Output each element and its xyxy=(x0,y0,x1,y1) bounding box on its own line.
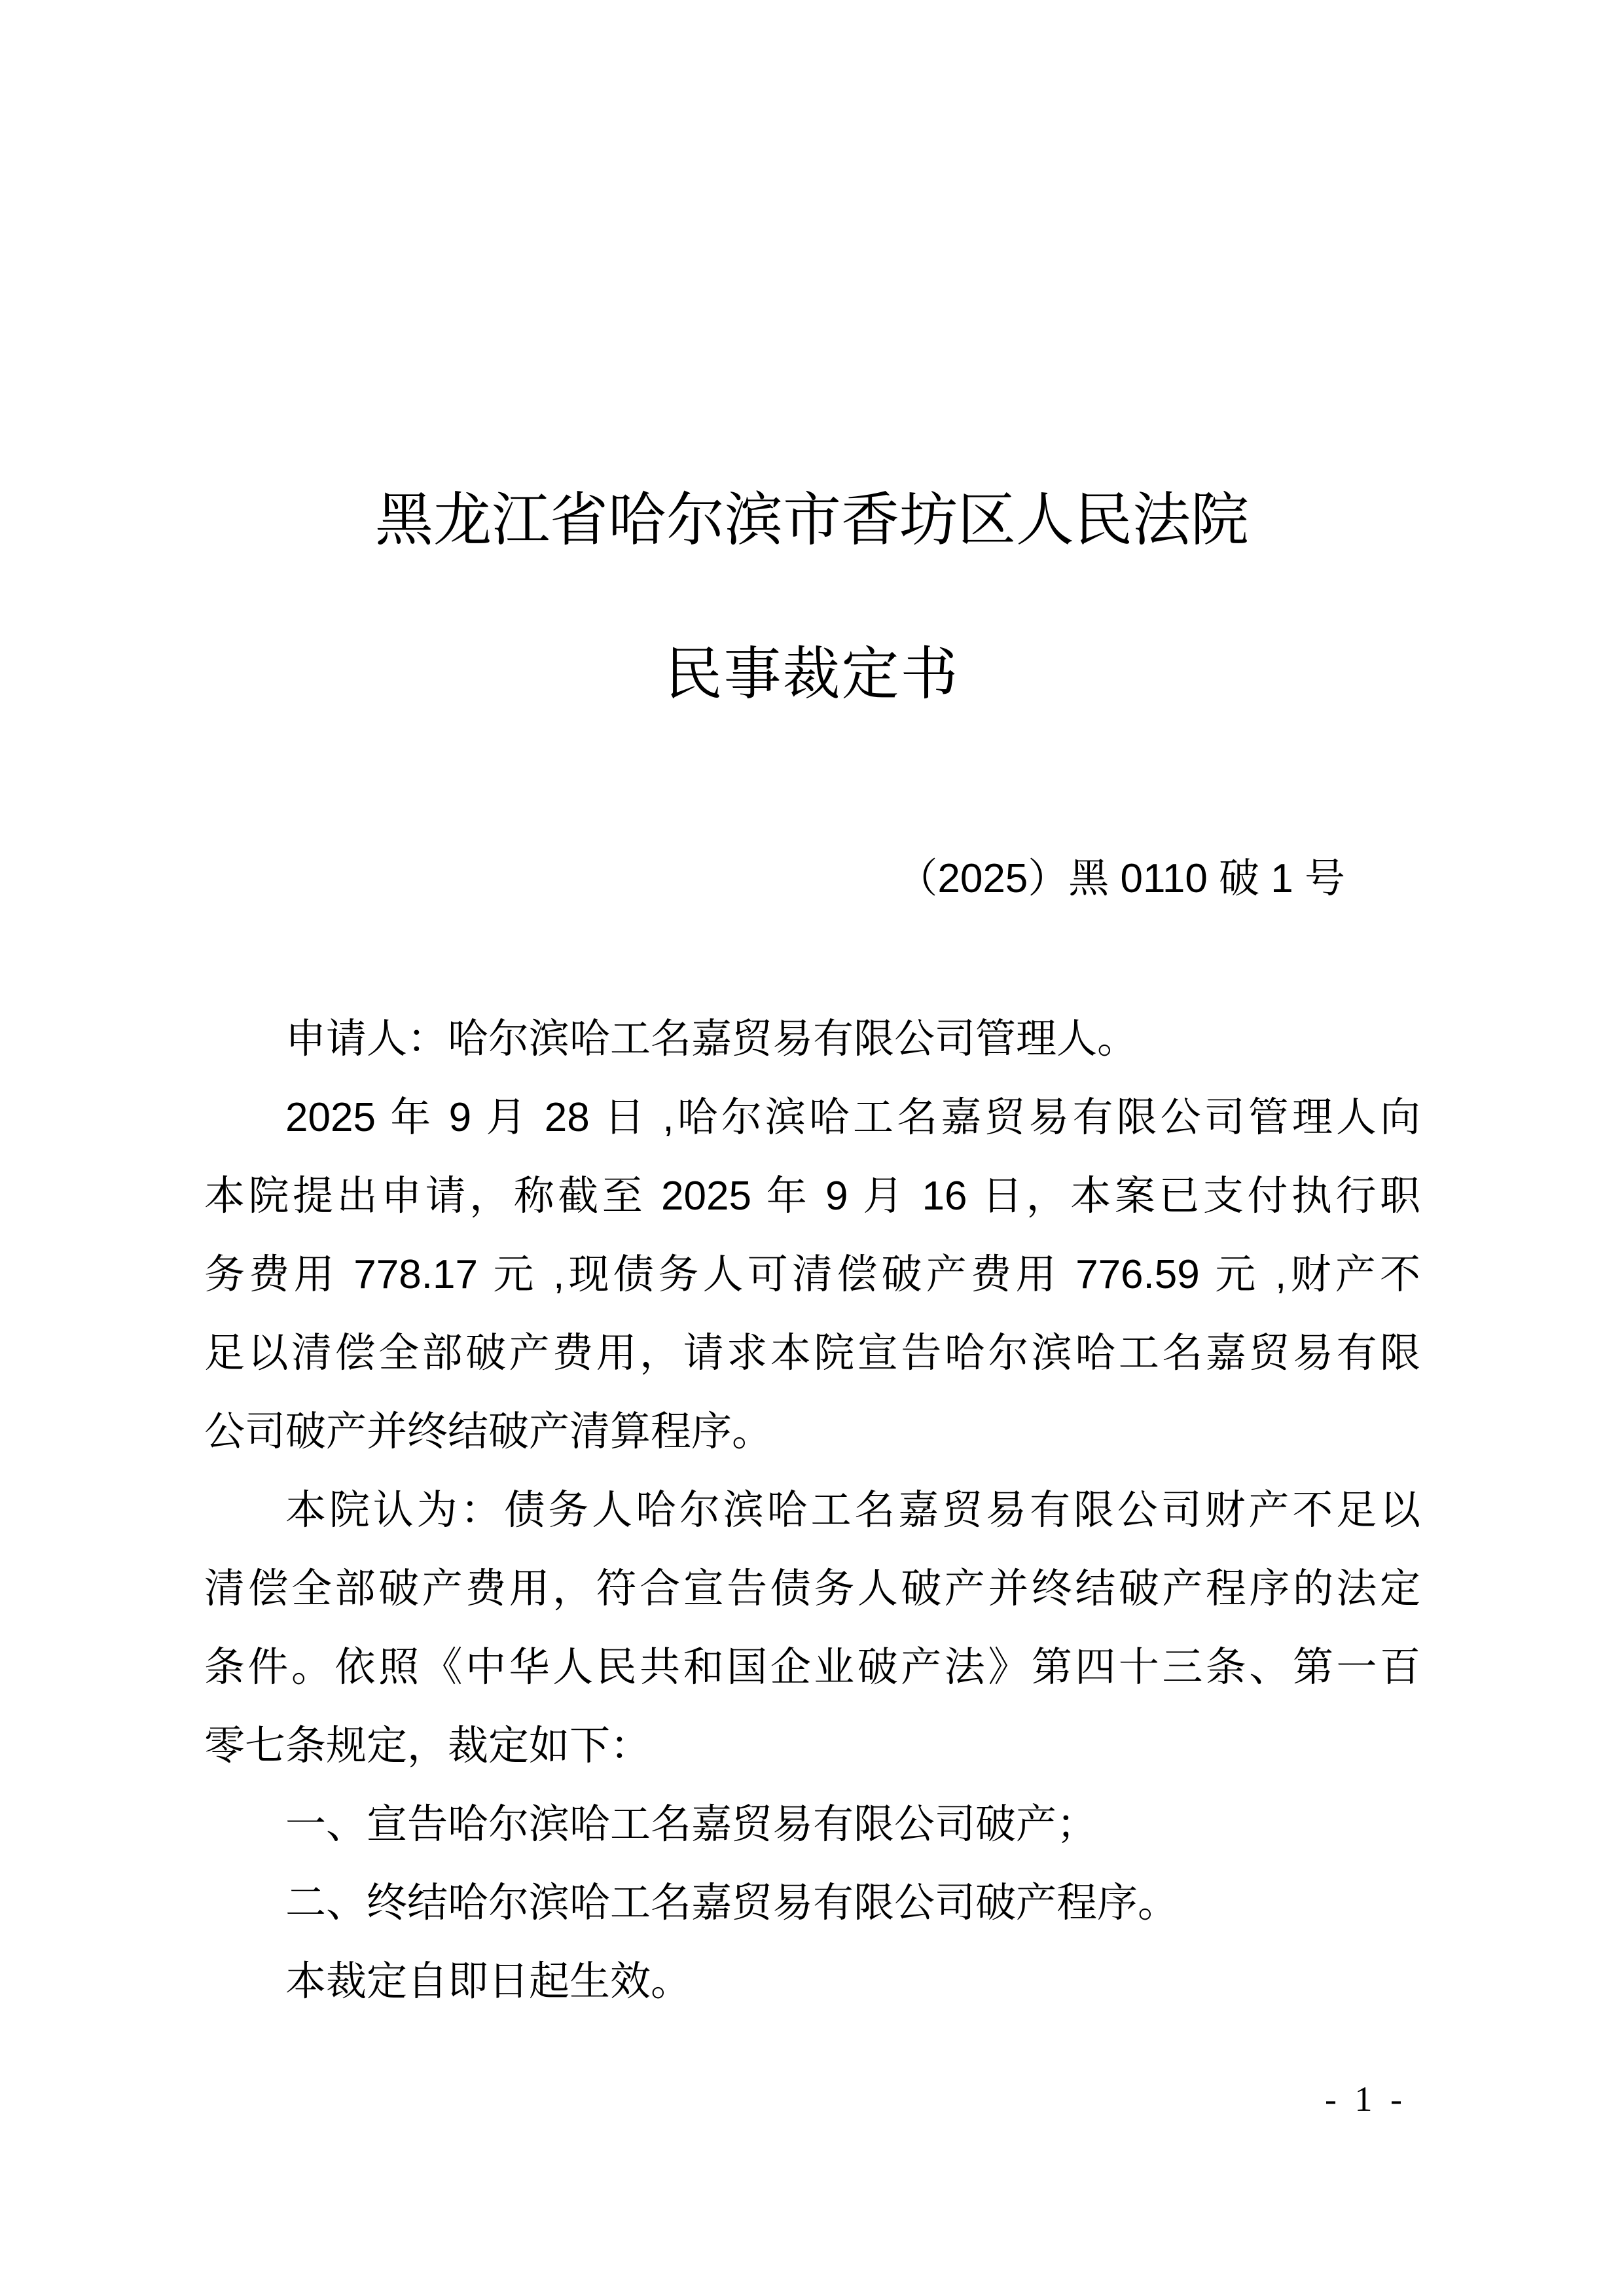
body-line: 条件。依照《中华人民共和国企业破产法》第四十三条、第一百 xyxy=(204,1645,1420,1690)
body-line: 足以清偿全部破产费用，请求本院宣告哈尔滨哈工名嘉贸易有限 xyxy=(204,1331,1420,1376)
court-name-title: 黑龙江省哈尔滨市香坊区人民法院 xyxy=(375,489,1249,553)
body-line: 零七条规定，裁定如下： xyxy=(204,1723,651,1768)
body-lines xyxy=(204,1000,1420,2021)
body-line: 本院提出申请，称截至 2025 年 9 月 16 日，本案已支付执行职 xyxy=(204,1174,1420,1219)
body-line: 本院认为：债务人哈尔滨哈工名嘉贸易有限公司财产不足以 xyxy=(285,1488,1420,1533)
body-line: 一、宣告哈尔滨哈工名嘉贸易有限公司破产； xyxy=(285,1802,1098,1847)
document-type-title: 民事裁定书 xyxy=(664,643,960,707)
body-line: 二、终结哈尔滨哈工名嘉贸易有限公司破产程序。 xyxy=(285,1880,1179,1926)
page-number: - 1 - xyxy=(1325,2079,1407,2119)
body-line: 公司破产并终结破产清算程序。 xyxy=(204,1409,773,1454)
body-line: 务费用 778.17 元 ,现债务人可清偿破产费用 776.59 元 ,财产不 xyxy=(204,1252,1420,1297)
body-line: 申请人：哈尔滨哈工名嘉贸易有限公司管理人。 xyxy=(285,1016,1138,1062)
body-line: 2025 年 9 月 28 日 ,哈尔滨哈工名嘉贸易有限公司管理人向 xyxy=(285,1095,1420,1140)
case-number: （2025）黑 0110 破 1 号 xyxy=(897,856,1345,901)
body-line: 本裁定自即日起生效。 xyxy=(285,1959,692,2004)
body-line: 清偿全部破产费用，符合宣告债务人破产并终结破产程序的法定 xyxy=(204,1566,1420,1611)
